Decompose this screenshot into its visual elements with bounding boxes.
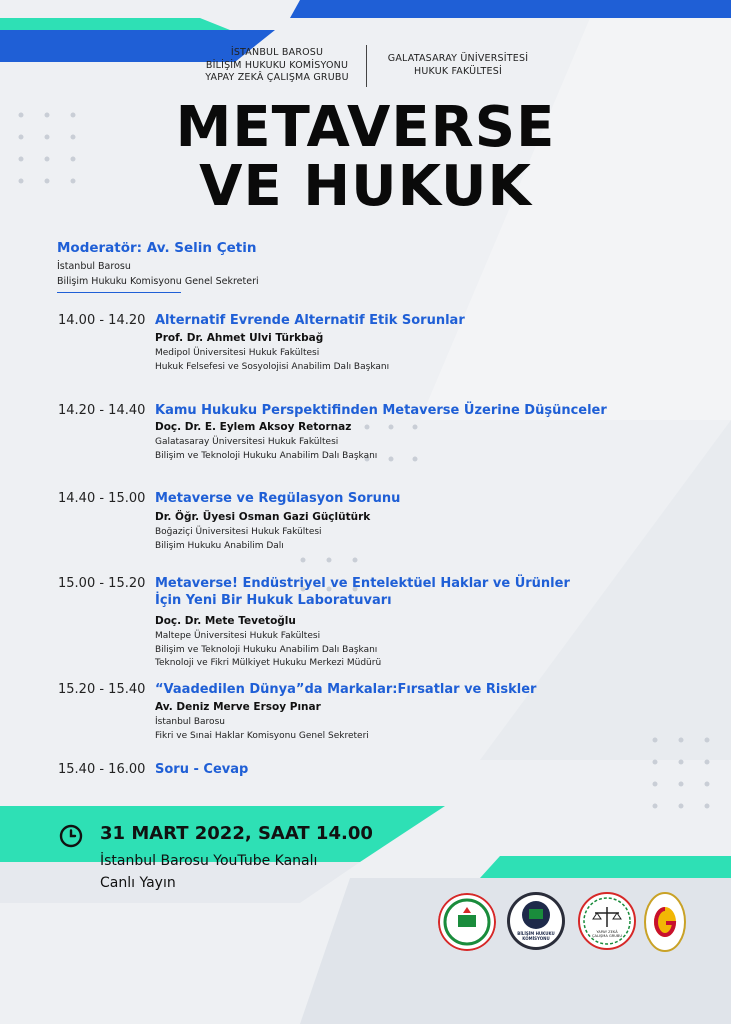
affiliation-line: Galatasaray Üniversitesi Hukuk Fakültesi bbox=[155, 437, 339, 447]
session-time: 15.20 - 15.40 bbox=[58, 682, 146, 697]
affiliation-line: Teknoloji ve Fikri Mülkiyet Hukuku Merkezi Müdürü bbox=[155, 658, 382, 668]
session-time: 14.40 - 15.00 bbox=[58, 491, 146, 506]
event-venue: İstanbul Barosu YouTube Kanalı bbox=[100, 853, 318, 869]
session-time: 15.00 - 15.20 bbox=[58, 576, 146, 591]
affiliation-line: İstanbul Barosu bbox=[155, 717, 225, 727]
affiliation-line: Medipol Üniversitesi Hukuk Fakültesi bbox=[155, 348, 320, 358]
moderator-underline bbox=[57, 292, 181, 293]
moderator-name: Moderatör: Av. Selin Çetin bbox=[57, 240, 257, 256]
dot-grid-right bbox=[648, 733, 718, 813]
session-speaker: Doç. Dr. Mete Tevetoğlu bbox=[155, 615, 296, 627]
org-right-line: GALATASARAY ÜNİVERSİTESİ bbox=[387, 53, 529, 64]
session-affiliation bbox=[155, 436, 377, 463]
bilisim-hukuku-komisyonu-logo bbox=[506, 891, 566, 951]
session-affiliation bbox=[155, 716, 369, 743]
session-speaker: Doç. Dr. E. Eylem Aksoy Retornaz bbox=[155, 421, 352, 433]
session-affiliation bbox=[155, 630, 381, 671]
session-time: 15.40 - 16.00 bbox=[58, 762, 146, 777]
session-title: Alternatif Evrende Alternatif Etik Sorunlar bbox=[155, 313, 465, 328]
logo-text: BİLİŞİM HUKUKU bbox=[517, 931, 555, 936]
session-title: Metaverse ve Regülasyon Sorunu bbox=[155, 491, 401, 506]
clock-icon bbox=[59, 824, 83, 848]
event-stream-type: Canlı Yayın bbox=[100, 875, 176, 891]
session-title: Kamu Hukuku Perspektifinden Metaverse Üzerine Düşünceler bbox=[155, 403, 607, 418]
org-left-line: BİLİŞİM HUKUKU KOMİSYONU bbox=[205, 59, 349, 71]
moderator-affiliation: İstanbul Barosu bbox=[57, 261, 131, 272]
session-title: “Vaadedilen Dünya”da Markalar:Fırsatlar ve Riskler bbox=[155, 682, 537, 697]
yapay-zeka-calisma-grubu-logo bbox=[577, 891, 637, 951]
moderator-role: Bilişim Hukuku Komisyonu Genel Sekreteri bbox=[57, 276, 259, 287]
logo-text: ÇALIŞMA GRUBU bbox=[591, 934, 623, 938]
session-title: Metaverse! Endüstriyel ve Entelektüel Haklar ve Ürünler İçin Yeni Bir Hukuk Laboratuvarı bbox=[155, 576, 570, 608]
page-title-line-2: VE HUKUK bbox=[199, 154, 532, 219]
organizer-galatasaray bbox=[383, 53, 533, 78]
affiliation-line: Bilişim Hukuku Anabilim Dalı bbox=[155, 540, 284, 551]
logo-text: KOMİSYONU bbox=[522, 936, 550, 941]
org-right-line: HUKUK FAKÜLTESİ bbox=[414, 65, 502, 77]
affiliation-line: Boğaziçi Üniversitesi Hukuk Fakültesi bbox=[155, 527, 322, 537]
affiliation-line: Hukuk Felsefesi ve Sosyolojisi Anabilim Dalı Başkanı bbox=[155, 361, 390, 372]
affiliation-line: Fikri ve Sınai Haklar Komisyonu Genel Sekreteri bbox=[155, 730, 369, 741]
org-left-line: YAPAY ZEKÂ ÇALIŞMA GRUBU bbox=[205, 72, 349, 83]
session-speaker: Prof. Dr. Ahmet Ulvi Türkbağ bbox=[155, 332, 324, 344]
session-time: 14.00 - 14.20 bbox=[58, 313, 146, 328]
session-title: Soru - Cevap bbox=[155, 762, 249, 777]
affiliation-line: Maltepe Üniversitesi Hukuk Fakültesi bbox=[155, 631, 321, 641]
org-left-line: İSTANBUL BAROSU bbox=[230, 47, 324, 58]
session-time: 14.20 - 14.40 bbox=[58, 403, 146, 418]
header-divider bbox=[366, 45, 367, 87]
session-affiliation bbox=[155, 347, 389, 374]
page-title-line-1: METAVERSE bbox=[175, 95, 556, 160]
session-affiliation bbox=[155, 526, 322, 553]
istanbul-bar-logo bbox=[438, 893, 496, 951]
session-speaker: Av. Deniz Merve Ersoy Pınar bbox=[155, 701, 321, 713]
event-date: 31 MART 2022, SAAT 14.00 bbox=[100, 823, 373, 844]
affiliation-line: Bilişim ve Teknoloji Hukuku Anabilim Dalı Başkanı bbox=[155, 644, 378, 655]
organizer-istanbul-bar bbox=[192, 47, 362, 85]
galatasaray-university-logo bbox=[643, 891, 687, 953]
logo-text: YAPAY ZEKÂ bbox=[596, 930, 618, 934]
session-speaker: Dr. Öğr. Üyesi Osman Gazi Güçlütürk bbox=[155, 511, 371, 523]
affiliation-line: Bilişim ve Teknoloji Hukuku Anabilim Dalı Başkanı bbox=[155, 450, 378, 461]
